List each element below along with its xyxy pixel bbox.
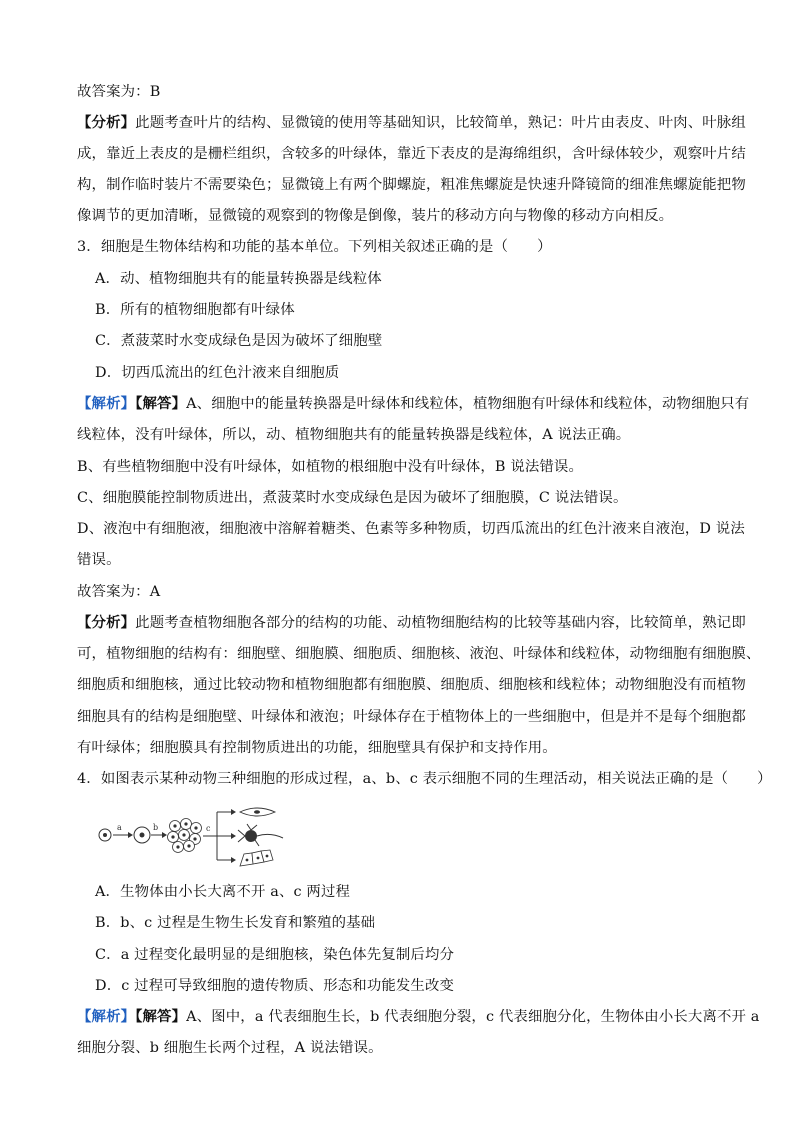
solution-line xyxy=(77,1007,760,1027)
analysis-text: 此题考查叶片的结构、显微镜的使用等基础知识，比较简单，熟记：叶片由表皮、叶肉、叶脉组 xyxy=(135,115,746,131)
question-4-stem: 4．如图表示某种动物三种细胞的形成过程，a、b、c 表示细胞不同的生理活动，相关说法正确的是（ ） xyxy=(77,771,772,787)
label-a: a xyxy=(117,823,122,832)
solution-line: 错误。 xyxy=(77,552,121,568)
cell-process-diagram xyxy=(95,800,295,870)
solution-line: D、液泡中有细胞液，细胞液中溶解着糖类、色素等多种物质，切西瓜流出的红色汁液来自液泡，D 说法 xyxy=(77,521,745,537)
analysis-tag: 【分析】 xyxy=(77,614,136,631)
jieda-tag: 【解答】 xyxy=(135,1008,187,1025)
analysis-paragraph-line: 像调节的更加清晰，显微镜的观察到的物像是倒像，装片的移动方向与物像的移动方向相反。 xyxy=(77,208,674,224)
analysis-paragraph-line xyxy=(77,613,746,633)
solution-line: C、细胞膜能控制物质进出，煮菠菜时水变成绿色是因为破坏了细胞膜，C 说法错误。 xyxy=(77,490,628,506)
analysis-text: 此题考查植物细胞各部分的结构的功能、动植物细胞结构的比较等基础内容，比较简单，熟记即 xyxy=(135,615,746,631)
analysis-paragraph-line: 成，靠近上表皮的是栅栏组织，含较多的叶绿体，靠近下表皮的是海绵组织，含叶绿体较少，观察叶片结 xyxy=(77,146,746,162)
jieda-tag: 【解答】 xyxy=(135,395,187,412)
solution-text: A、图中，a 代表细胞生长，b 代表细胞分裂，c 代表细胞分化，生物体由小长大离不开 a xyxy=(186,1009,760,1025)
question-3-option-c: C．煮菠菜时水变成绿色是因为破坏了细胞壁 xyxy=(95,333,383,349)
analysis-paragraph-line: 细胞质和细胞核，通过比较动物和植物细胞都有细胞膜、细胞质、细胞核和线粒体；动物细胞没有而植物 xyxy=(77,677,746,693)
solution-text: A、细胞中的能量转换器是叶绿体和线粒体，植物细胞有叶绿体和线粒体，动物细胞只有 xyxy=(186,396,750,412)
question-3-option-b: B．所有的植物细胞都有叶绿体 xyxy=(95,302,295,318)
analysis-paragraph-line: 有叶绿体；细胞膜具有控制物质进出的功能，细胞壁具有保护和支持作用。 xyxy=(77,740,557,756)
solution-line xyxy=(77,394,749,414)
analysis-paragraph-line: 构，制作临时装片不需要染色；显微镜上有两个脚螺旋，粗准焦螺旋是快速升降镜筒的细准焦螺旋能把物 xyxy=(77,177,746,193)
jiexi-tag: 【解析】 xyxy=(77,1008,136,1025)
jiexi-tag: 【解析】 xyxy=(77,395,136,412)
question-3-stem: 3．细胞是生物体结构和功能的基本单位。下列相关叙述正确的是（ ） xyxy=(77,239,552,255)
question-4-option-c: C．a 过程变化最明显的是细胞核，染色体先复制后均分 xyxy=(95,947,455,963)
question-3-option-a: A．动、植物细胞共有的能量转换器是线粒体 xyxy=(95,271,382,287)
question-4-option-d: D．c 过程可导致细胞的遗传物质、形态和功能发生改变 xyxy=(95,978,455,994)
question-4-option-a: A．生物体由小长大离不开 a、c 两过程 xyxy=(95,884,351,900)
answer-line: 故答案为：A xyxy=(77,584,161,600)
label-c: c xyxy=(206,824,211,833)
analysis-tag: 【分析】 xyxy=(77,114,136,131)
solution-line: 细胞分裂、b 细胞生长两个过程，A 说法错误。 xyxy=(77,1040,383,1056)
analysis-paragraph-line: 可，植物细胞的结构有：细胞壁、细胞膜、细胞质、细胞核、液泡、叶绿体和线粒体，动物细胞有细胞膜、 xyxy=(77,646,761,662)
solution-line: 线粒体，没有叶绿体，所以，动、植物细胞共有的能量转换器是线粒体，A 说法正确。 xyxy=(77,427,631,443)
analysis-paragraph-line xyxy=(77,113,746,133)
question-4-option-b: B．b、c 过程是生物生长发育和繁殖的基础 xyxy=(95,915,376,931)
analysis-paragraph-line: 细胞具有的结构是细胞壁、叶绿体和液泡；叶绿体存在于植物体上的一些细胞中，但是并不是每个细胞都 xyxy=(77,709,746,725)
answer-line: 故答案为：B xyxy=(77,84,161,100)
label-b: b xyxy=(153,823,159,832)
question-3-option-d: D．切西瓜流出的红色汁液来自细胞质 xyxy=(95,365,340,381)
nerve-cell xyxy=(238,824,283,846)
epithelial-cells xyxy=(240,850,273,866)
solution-line: B、有些植物细胞中没有叶绿体，如植物的根细胞中没有叶绿体，B 说法错误。 xyxy=(77,459,584,475)
